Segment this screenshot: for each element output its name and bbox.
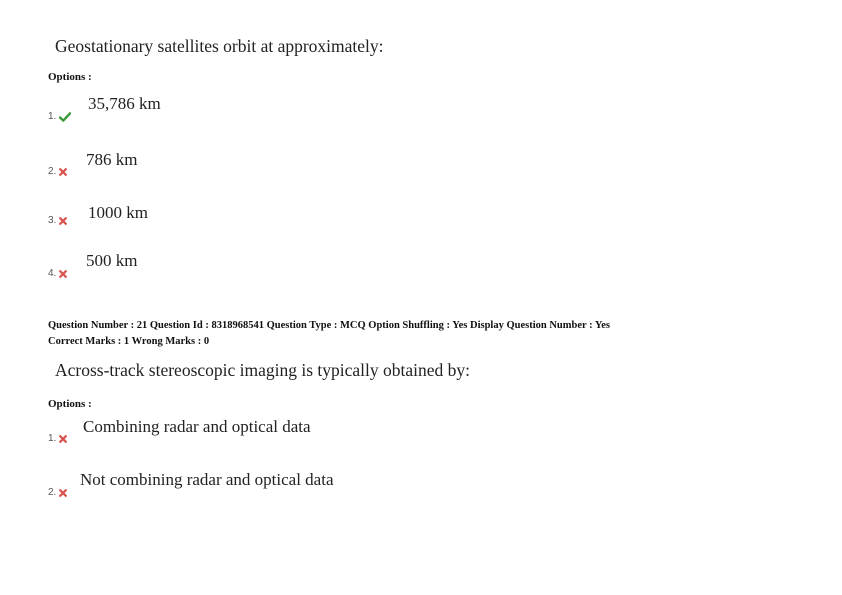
option-4-number xyxy=(48,268,67,279)
cross-icon xyxy=(59,270,67,278)
question-2-marks: Correct Marks : 1 Wrong Marks : 0 xyxy=(48,336,210,347)
option-2-number xyxy=(48,166,67,177)
option-number-label: 2. xyxy=(48,166,57,177)
option-1-number xyxy=(48,111,71,122)
option-number-label: 1. xyxy=(48,433,57,444)
option-3-number xyxy=(48,215,67,226)
question-1-options-label: Options : xyxy=(48,71,92,83)
question-1-text: Geostationary satellites orbit at approximately: xyxy=(55,36,384,56)
question-2-options-label: Options : xyxy=(48,398,92,410)
cross-icon xyxy=(59,489,67,497)
option-4-text: 500 km xyxy=(86,251,138,270)
question-2-meta: Question Number : 21 Question Id : 8318968541 Question Type : MCQ Option Shuffling : Yes Display Question Number : Yes xyxy=(48,320,611,331)
option-3-text: 1000 km xyxy=(88,203,148,222)
option-1-text: Combining radar and optical data xyxy=(83,417,311,436)
check-icon xyxy=(59,112,71,122)
option-2-text: 786 km xyxy=(86,150,138,169)
cross-icon xyxy=(59,168,67,176)
question-2-text: Across-track stereoscopic imaging is typically obtained by: xyxy=(55,360,471,380)
option-1-number xyxy=(48,433,67,444)
option-1-text: 35,786 km xyxy=(88,94,161,113)
option-number-label: 2. xyxy=(48,487,57,498)
option-2-text: Not combining radar and optical data xyxy=(80,470,334,489)
cross-icon xyxy=(59,435,67,443)
option-number-label: 4. xyxy=(48,268,57,279)
option-number-label: 1. xyxy=(48,111,57,122)
option-number-label: 3. xyxy=(48,215,57,226)
option-2-number xyxy=(48,487,67,498)
cross-icon xyxy=(59,217,67,225)
